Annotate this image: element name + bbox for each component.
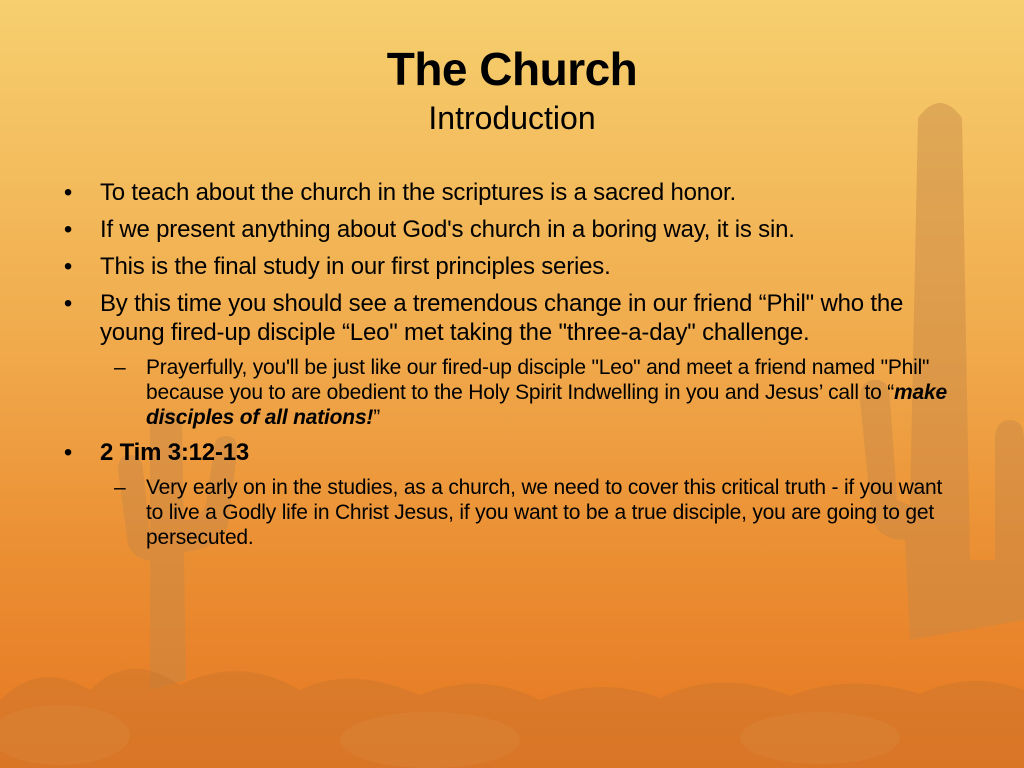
bullet-text: If we present anything about God's church in a boring way, it is sin. [100, 216, 795, 243]
dash-icon: – [114, 476, 126, 499]
slide-subtitle: Introduction [428, 100, 596, 136]
shrub-right [740, 712, 900, 764]
bullet-icon: • [63, 439, 73, 466]
sub-bullet-text-end: ” [373, 406, 381, 429]
bullet-item [58, 215, 958, 244]
bullet-item [58, 438, 958, 467]
bullet-item [58, 178, 958, 207]
scripture-reference: 2 Tim 3:12-13 [100, 439, 250, 466]
sub-bullet-text: Very early on in the studies, as a church, we need to cover this critical truth - if you want to live a Godly life in Christ Jesus, if you want to be a true disciple, you are going to get persecuted. [146, 476, 943, 549]
dash-icon: – [114, 356, 126, 379]
slide-title: The Church [386, 43, 638, 95]
bullet-icon: • [63, 253, 73, 280]
shrub-middle [340, 712, 520, 768]
bullet-text: By this time you should see a tremendous change in our friend “Phil" who the young fired-up disciple “Leo" met taking the "three-a-day" challenge. [100, 290, 904, 346]
bullet-icon: • [63, 179, 73, 206]
sub-bullet-text: Prayerfully, you'll be just like our fired-up disciple "Leo" and meet a friend named "Phil" because you to are obedient to the Holy Spirit Indwelling in you and Jesus’ call to “ [146, 356, 930, 404]
emphasis-text: make disciples of all nations! [146, 381, 947, 429]
bullet-item [58, 252, 958, 281]
bullet-icon: • [63, 216, 73, 243]
sub-bullet-item [58, 475, 958, 550]
title-block [0, 40, 1024, 138]
bullet-list [58, 178, 958, 558]
bullet-text: To teach about the church in the scriptures is a sacred honor. [100, 179, 736, 206]
bullet-item [58, 289, 958, 347]
bullet-icon: • [63, 290, 73, 317]
bullet-text: This is the final study in our first principles series. [100, 253, 611, 280]
sub-bullet-item [58, 355, 958, 430]
